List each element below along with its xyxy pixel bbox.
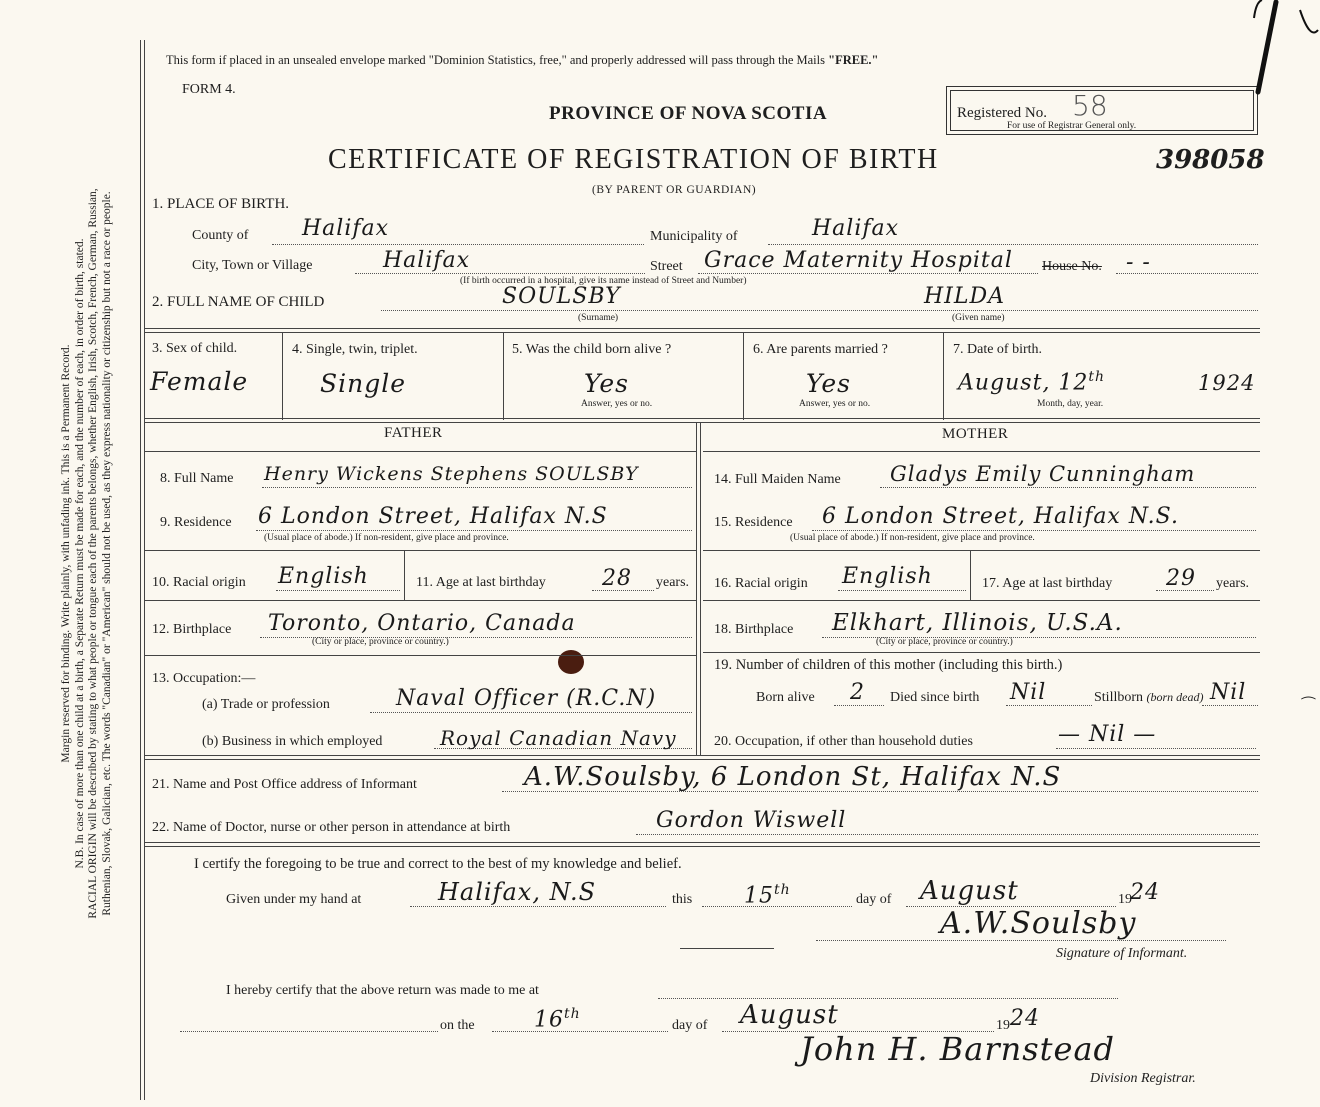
dob-year: 1924	[1198, 371, 1256, 395]
mail-notice-free: "FREE."	[828, 53, 879, 67]
married-value: Yes	[806, 369, 851, 398]
father-trade: Naval Officer (R.C.N)	[396, 686, 657, 711]
divider	[144, 600, 696, 601]
registrar-signature: John H. Barnstead	[800, 1030, 1116, 1068]
place-section-label: 1. PLACE OF BIRTH.	[152, 196, 290, 212]
father-business: Royal Canadian Navy	[440, 726, 677, 750]
divider	[144, 418, 1260, 423]
father-age: 28	[602, 566, 632, 591]
registered-label: Registered No.	[957, 105, 1047, 121]
informant-label: 21. Name and Post Office address of Informant	[152, 777, 417, 792]
stillborn-text: Stillborn	[1094, 690, 1144, 705]
certificate-subtitle: (BY PARENT OR GUARDIAN)	[592, 184, 757, 196]
divider	[703, 451, 1260, 452]
municipality-label: Municipality of	[650, 229, 738, 244]
mother-age-label: 17. Age at last birthday	[982, 576, 1113, 591]
father-trade-label: (a) Trade or profession	[202, 697, 330, 712]
mother-occupation-label: 20. Occupation, if other than household duties	[714, 734, 973, 749]
child-given-name: HILDA	[924, 284, 1006, 309]
mother-birthplace-label: 18. Birthplace	[714, 622, 794, 637]
multiplicity-value: Single	[320, 369, 407, 398]
divider	[503, 333, 504, 420]
given-under-label: Given under my hand at	[226, 892, 362, 907]
mother-residence-label: 15. Residence	[714, 515, 793, 530]
signature-label: Signature of Informant.	[1056, 946, 1188, 961]
father-residence-note: (Usual place of abode.) If non-resident, give place and province.	[264, 533, 509, 543]
given-day-suffix: th	[774, 882, 791, 898]
registrar-day-of-label: day of	[672, 1018, 708, 1033]
registrar-day-number: 16	[534, 1007, 564, 1033]
dob-suffix: th	[1088, 369, 1106, 385]
margin-note: RACIAL ORIGIN will be described by stating to what people or tongue each of the parents belongs, whether English, Irish, Scotch, French, German, Russian,	[87, 188, 99, 919]
registrar-month: August	[740, 1000, 839, 1030]
child-surname: SOULSBY	[502, 284, 621, 309]
father-racial: English	[278, 564, 369, 589]
registrar-day-suffix: th	[564, 1006, 581, 1022]
sex-value: Female	[150, 367, 249, 396]
alive-note: Answer, yes or no.	[581, 399, 653, 409]
married-note: Answer, yes or no.	[799, 399, 871, 409]
margin-rule	[140, 40, 141, 1100]
dob-month-day: August, 12	[958, 370, 1089, 396]
divider	[943, 333, 944, 420]
born-alive-label: Born alive	[756, 690, 815, 705]
informant-value: A.W.Soulsby, 6 London St, Halifax N.S	[524, 762, 1062, 792]
divider	[680, 948, 774, 949]
mother-birthplace-note: (City or place, province or country.)	[876, 637, 1013, 647]
stillborn-note: (born dead)	[1146, 690, 1204, 704]
surname-note: (Surname)	[578, 313, 619, 323]
father-occupation-label: 13. Occupation:—	[152, 671, 256, 686]
mother-residence-note: (Usual place of abode.) If non-resident, give place and province.	[790, 533, 1035, 543]
registrar-year: 24	[1010, 1006, 1040, 1031]
father-name: Henry Wickens Stephens SOULSBY	[264, 463, 639, 485]
married-label: 6. Are parents married ?	[753, 342, 888, 357]
mother-age-unit: years.	[1216, 576, 1250, 591]
divider	[703, 652, 1260, 653]
divider	[282, 333, 283, 420]
multiplicity-label: 4. Single, twin, triplet.	[292, 342, 418, 357]
mother-heading: MOTHER	[942, 426, 1009, 442]
division-registrar-label: Division Registrar.	[1090, 1071, 1196, 1086]
given-month: August	[920, 876, 1019, 906]
father-racial-label: 10. Racial origin	[152, 575, 246, 590]
alive-label: 5. Was the child born alive ?	[512, 342, 672, 357]
county-value: Halifax	[302, 216, 390, 241]
stillborn-value: Nil	[1210, 680, 1247, 705]
father-residence: 6 London Street, Halifax N.S	[258, 504, 608, 529]
divider	[743, 333, 744, 420]
house-label: House No.	[1042, 259, 1102, 274]
born-alive-value: 2	[850, 680, 865, 705]
registrar-on-the-label: on the	[440, 1018, 475, 1033]
mother-birthplace: Elkhart, Illinois, U.S.A.	[832, 610, 1123, 636]
alive-value: Yes	[584, 369, 629, 398]
certificate-title: CERTIFICATE OF REGISTRATION OF BIRTH	[328, 144, 939, 175]
father-age-unit: years.	[656, 575, 690, 590]
divider	[144, 755, 1260, 760]
certify-statement: I certify the foregoing to be true and correct to the best of my knowledge and belief.	[194, 856, 682, 872]
divider	[144, 451, 696, 452]
given-name-note: (Given name)	[952, 313, 1005, 323]
margin-note: Margin reserved for binding. Write plainly, with unfading ink. This is a Permanent Record.	[60, 344, 72, 763]
informant-signature: A.W.Soulsby	[940, 906, 1137, 941]
registrar-day	[534, 1006, 581, 1032]
dob-label: 7. Date of birth.	[953, 342, 1043, 357]
corner-mark	[1196, 0, 1320, 96]
father-age-label: 11. Age at last birthday	[416, 575, 546, 590]
given-place: Halifax, N.S	[438, 878, 597, 906]
hospital-note: (If birth occurred in a hospital, give its name instead of Street and Number)	[460, 276, 747, 286]
margin-note: Ruthenian, Slovak, Galician, etc. The words "Canadian" or "American" should not be used, as they express nationality or citizenship but not a race or people.	[100, 191, 113, 916]
mother-racial: English	[842, 564, 933, 589]
father-birthplace-note: (City or place, province or country.)	[312, 637, 449, 647]
margin-note: N.B. In case of more than one child at a birth, a Separate Return must be made for each, and the number of each, in order of birth, stated.	[73, 238, 86, 869]
margin-rule	[144, 40, 145, 1100]
father-residence-label: 9. Residence	[160, 515, 232, 530]
sex-label: 3. Sex of child.	[152, 341, 238, 356]
mail-notice	[166, 53, 878, 68]
child-name-label: 2. FULL NAME OF CHILD	[152, 294, 325, 310]
house-value: - -	[1126, 250, 1151, 275]
stillborn-label	[1094, 690, 1204, 706]
column-divider	[696, 423, 701, 756]
registered-number: 58	[1072, 89, 1108, 122]
form-number: FORM 4.	[182, 82, 236, 97]
divider	[144, 842, 1260, 847]
doctor-value: Gordon Wiswell	[656, 808, 847, 833]
mother-age: 29	[1166, 566, 1196, 591]
ink-blot	[558, 650, 584, 674]
given-year-prefix: 19	[1118, 892, 1132, 907]
divider	[144, 550, 696, 551]
mother-children-label: 19. Number of children of this mother (including this birth.)	[714, 657, 1063, 673]
divider	[144, 655, 696, 656]
registrar-statement: I hereby certify that the above return was made to me at	[226, 983, 539, 998]
father-business-label: (b) Business in which employed	[202, 734, 383, 749]
registered-note: For use of Registrar General only.	[1007, 121, 1137, 131]
margin-notes	[0, 0, 114, 1107]
street-label: Street	[650, 259, 683, 274]
street-value: Grace Maternity Hospital	[704, 248, 1013, 273]
certificate-number: 398058	[1156, 145, 1265, 175]
mother-racial-label: 16. Racial origin	[714, 576, 808, 591]
mail-notice-text: This form if placed in an unsealed envelope marked "Dominion Statistics, free," and properly addressed will pass through the Mails	[166, 53, 825, 67]
registrar-year-prefix: 19	[996, 1018, 1010, 1033]
dob-value	[958, 369, 1105, 395]
doctor-label: 22. Name of Doctor, nurse or other person in attendance at birth	[152, 820, 511, 835]
father-birthplace: Toronto, Ontario, Canada	[268, 611, 576, 636]
died-label: Died since birth	[890, 690, 980, 705]
county-label: County of	[192, 228, 249, 243]
mother-occupation: — Nil —	[1058, 722, 1157, 747]
given-day	[744, 882, 791, 908]
divider	[970, 550, 971, 600]
divider	[144, 328, 1260, 333]
province-heading: PROVINCE OF NOVA SCOTIA	[549, 103, 828, 124]
municipality-value: Halifax	[812, 216, 900, 241]
father-birthplace-label: 12. Birthplace	[152, 622, 232, 637]
city-label: City, Town or Village	[192, 258, 313, 273]
mother-name-label: 14. Full Maiden Name	[714, 472, 841, 487]
dob-note: Month, day, year.	[1037, 399, 1104, 409]
given-day-number: 15	[744, 883, 774, 909]
given-year: 24	[1130, 880, 1160, 905]
mother-name: Gladys Emily Cunningham	[890, 462, 1196, 486]
divider	[404, 550, 405, 600]
given-this-label: this	[672, 892, 693, 907]
died-value: Nil	[1010, 680, 1047, 705]
mother-residence: 6 London Street, Halifax N.S.	[822, 504, 1179, 529]
father-heading: FATHER	[384, 425, 443, 441]
stray-mark: ⁔	[1302, 682, 1315, 699]
divider	[703, 550, 1260, 551]
father-name-label: 8. Full Name	[160, 471, 234, 486]
divider	[703, 600, 1260, 601]
given-day-of-label: day of	[856, 892, 892, 907]
city-value: Halifax	[383, 248, 471, 273]
